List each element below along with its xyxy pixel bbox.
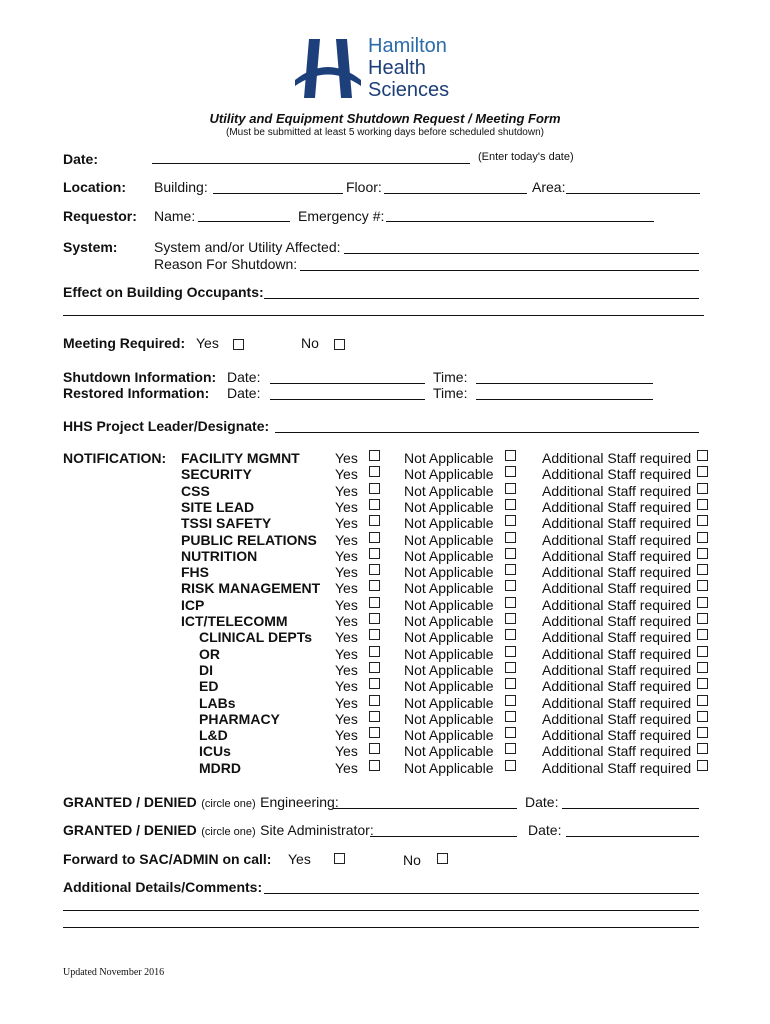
not-applicable-label: Not Applicable	[404, 645, 494, 662]
yes-label: Yes	[335, 710, 358, 727]
emergency-label: Emergency #:	[298, 208, 385, 224]
yes-label: Yes	[335, 678, 358, 695]
department-name: L&D	[199, 727, 228, 744]
shutdown-date-field[interactable]	[270, 383, 425, 384]
area-field[interactable]	[566, 193, 700, 194]
floor-field[interactable]	[384, 193, 527, 194]
not-applicable-label: Not Applicable	[404, 678, 494, 695]
not-applicable-label: Not Applicable	[404, 710, 494, 727]
department-name: ED	[199, 678, 219, 695]
logo-text-hamilton: Hamilton	[368, 35, 447, 57]
department-name: PHARMACY	[199, 710, 280, 727]
yes-checkbox[interactable]	[369, 548, 380, 559]
additional-staff-checkbox[interactable]	[697, 499, 708, 510]
logo-text-sciences: Sciences	[368, 79, 450, 101]
not-applicable-label: Not Applicable	[404, 498, 494, 515]
additional-staff-checkbox[interactable]	[697, 515, 708, 526]
department-name: ICT/TELECOMM	[181, 613, 288, 629]
not-applicable-label: Not Applicable	[404, 694, 494, 711]
hhs-logo-mark	[293, 36, 363, 102]
department-name: DI	[199, 661, 213, 678]
additional-staff-checkbox[interactable]	[697, 564, 708, 575]
engineering-date-field[interactable]	[562, 808, 699, 809]
additional-staff-label: Additional Staff required	[542, 466, 692, 483]
granted-site-admin-row	[63, 822, 374, 840]
meeting-no-label: No	[301, 335, 319, 351]
department-name: NUTRITION	[181, 547, 258, 564]
site-admin-label: Site Administrator:	[260, 822, 374, 838]
engineering-label: Engineering:	[260, 794, 339, 810]
not-applicable-label: Not Applicable	[404, 531, 494, 548]
not-applicable-label: Not Applicable	[404, 613, 494, 629]
effect-field[interactable]	[264, 298, 699, 299]
forward-yes-label: Yes	[288, 851, 311, 867]
yes-checkbox[interactable]	[369, 646, 380, 657]
department-name: PUBLIC RELATIONS	[181, 531, 317, 548]
not-applicable-checkbox[interactable]	[505, 483, 516, 494]
additional-staff-label: Additional Staff required	[542, 450, 692, 466]
yes-checkbox[interactable]	[369, 760, 380, 771]
yes-label: Yes	[335, 580, 358, 597]
additional-staff-checkbox[interactable]	[697, 760, 708, 771]
additional-staff-label: Additional Staff required	[542, 613, 692, 629]
not-applicable-checkbox[interactable]	[505, 727, 516, 738]
additional-staff-label: Additional Staff required	[542, 743, 692, 760]
not-applicable-label: Not Applicable	[404, 596, 494, 613]
yes-checkbox[interactable]	[369, 450, 380, 461]
yes-label: Yes	[335, 596, 358, 613]
yes-checkbox[interactable]	[369, 727, 380, 738]
yes-label: Yes	[335, 564, 358, 581]
notification-label: NOTIFICATION:	[63, 450, 167, 466]
additional-staff-label: Additional Staff required	[542, 678, 692, 695]
forward-no-label: No	[403, 852, 421, 868]
additional-staff-checkbox[interactable]	[697, 711, 708, 722]
additional-staff-checkbox[interactable]	[697, 466, 708, 477]
not-applicable-label: Not Applicable	[404, 727, 494, 744]
date-label: Date:	[63, 151, 99, 167]
shutdown-label: Shutdown Information:	[63, 369, 217, 385]
circle-one-note: (circle one)	[201, 798, 256, 810]
additional-staff-checkbox[interactable]	[697, 646, 708, 657]
project-leader-label: HHS Project Leader/Designate:	[63, 418, 270, 434]
yes-checkbox[interactable]	[369, 695, 380, 706]
yes-checkbox[interactable]	[369, 483, 380, 494]
not-applicable-label: Not Applicable	[404, 515, 494, 532]
department-name: FACILITY MGMNT	[181, 450, 300, 466]
not-applicable-checkbox[interactable]	[505, 678, 516, 689]
additional-staff-label: Additional Staff required	[542, 596, 692, 613]
floor-label: Floor:	[346, 179, 382, 195]
yes-checkbox[interactable]	[369, 515, 380, 526]
additional-staff-checkbox[interactable]	[697, 678, 708, 689]
not-applicable-checkbox[interactable]	[505, 548, 516, 559]
additional-staff-label: Additional Staff required	[542, 661, 692, 678]
department-name: SECURITY	[181, 466, 252, 483]
yes-label: Yes	[335, 531, 358, 548]
requestor-label: Requestor:	[63, 208, 137, 224]
additional-staff-label: Additional Staff required	[542, 564, 692, 581]
granted-denied-label-2[interactable]: GRANTED / DENIED	[63, 822, 197, 838]
yes-label: Yes	[335, 661, 358, 678]
restored-time-field[interactable]	[476, 399, 653, 400]
additional-staff-checkbox[interactable]	[697, 532, 708, 543]
not-applicable-checkbox[interactable]	[505, 532, 516, 543]
department-name: TSSI SAFETY	[181, 515, 272, 532]
reason-field[interactable]	[300, 270, 699, 271]
meeting-yes-label: Yes	[196, 335, 219, 351]
site-admin-date-field[interactable]	[566, 836, 699, 837]
additional-staff-checkbox[interactable]	[697, 743, 708, 754]
additional-staff-checkbox[interactable]	[697, 629, 708, 640]
emergency-field[interactable]	[386, 221, 654, 222]
additional-staff-label: Additional Staff required	[542, 547, 692, 564]
department-name: ICP	[181, 596, 205, 613]
shutdown-date-label: Date:	[227, 369, 261, 385]
yes-label: Yes	[335, 498, 358, 515]
location-label: Location:	[63, 179, 126, 195]
yes-checkbox[interactable]	[369, 678, 380, 689]
department-name: OR	[199, 645, 220, 662]
not-applicable-label: Not Applicable	[404, 580, 494, 597]
restored-date-field[interactable]	[270, 399, 425, 400]
system-affected-label: System and/or Utility Affected:	[154, 239, 341, 255]
granted-denied-label[interactable]: GRANTED / DENIED	[63, 794, 197, 810]
additional-staff-checkbox[interactable]	[697, 727, 708, 738]
project-leader-field[interactable]	[275, 432, 699, 433]
form-subtitle: (Must be submitted at least 5 working days before scheduled shutdown)	[226, 127, 544, 138]
yes-checkbox[interactable]	[369, 597, 380, 608]
restored-time-label: Time:	[433, 385, 468, 401]
additional-staff-checkbox[interactable]	[697, 613, 708, 624]
yes-checkbox[interactable]	[369, 629, 380, 640]
yes-label: Yes	[335, 694, 358, 711]
engineering-date-label: Date:	[525, 794, 559, 810]
yes-checkbox[interactable]	[369, 532, 380, 543]
restored-label: Restored Information:	[63, 385, 210, 401]
yes-label: Yes	[335, 515, 358, 532]
system-affected-field[interactable]	[344, 253, 699, 254]
yes-label: Yes	[335, 743, 358, 760]
not-applicable-checkbox[interactable]	[505, 499, 516, 510]
additional-staff-checkbox[interactable]	[697, 483, 708, 494]
not-applicable-label: Not Applicable	[404, 661, 494, 678]
additional-staff-label: Additional Staff required	[542, 482, 692, 499]
not-applicable-checkbox[interactable]	[505, 613, 516, 624]
name-field[interactable]	[198, 221, 290, 222]
not-applicable-label: Not Applicable	[404, 743, 494, 760]
not-applicable-checkbox[interactable]	[505, 629, 516, 640]
name-label: Name:	[154, 208, 196, 224]
site-admin-date-label: Date:	[528, 822, 562, 838]
meeting-label: Meeting Required:	[63, 335, 186, 351]
department-name: FHS	[181, 564, 209, 581]
meeting-no-checkbox[interactable]	[334, 339, 345, 350]
department-name: MDRD	[199, 759, 241, 776]
not-applicable-label: Not Applicable	[404, 629, 494, 646]
yes-checkbox[interactable]	[369, 613, 380, 624]
comments-field-line3[interactable]	[63, 927, 699, 928]
site-admin-field[interactable]	[370, 836, 517, 837]
additional-staff-label: Additional Staff required	[542, 629, 692, 646]
circle-one-note-2: (circle one)	[201, 826, 256, 838]
yes-label: Yes	[335, 547, 358, 564]
not-applicable-label: Not Applicable	[404, 482, 494, 499]
additional-staff-label: Additional Staff required	[542, 759, 692, 776]
building-label: Building:	[154, 179, 208, 195]
area-label: Area:	[532, 179, 566, 195]
additional-staff-label: Additional Staff required	[542, 694, 692, 711]
yes-checkbox[interactable]	[369, 499, 380, 510]
yes-label: Yes	[335, 466, 358, 483]
shutdown-time-field[interactable]	[476, 383, 653, 384]
department-name: RISK MANAGEMENT	[181, 580, 321, 597]
not-applicable-checkbox[interactable]	[505, 597, 516, 608]
granted-engineering-row	[63, 794, 339, 812]
additional-staff-checkbox[interactable]	[697, 580, 708, 591]
not-applicable-checkbox[interactable]	[505, 646, 516, 657]
not-applicable-checkbox[interactable]	[505, 466, 516, 477]
building-field[interactable]	[213, 193, 343, 194]
yes-label: Yes	[335, 629, 358, 646]
date-field[interactable]	[152, 163, 470, 164]
department-name: ICUs	[199, 743, 231, 760]
yes-checkbox[interactable]	[369, 743, 380, 754]
not-applicable-label: Not Applicable	[404, 759, 494, 776]
additional-staff-label: Additional Staff required	[542, 531, 692, 548]
shutdown-time-label: Time:	[433, 369, 468, 385]
comments-label: Additional Details/Comments:	[63, 879, 263, 895]
additional-staff-label: Additional Staff required	[542, 710, 692, 727]
not-applicable-label: Not Applicable	[404, 466, 494, 483]
additional-staff-label: Additional Staff required	[542, 498, 692, 515]
meeting-yes-checkbox[interactable]	[233, 339, 244, 350]
forward-label: Forward to SAC/ADMIN on call:	[63, 851, 272, 867]
yes-checkbox[interactable]	[369, 662, 380, 673]
comments-field[interactable]	[264, 893, 699, 894]
form-title: Utility and Equipment Shutdown Request / Meeting Form	[209, 111, 561, 126]
forward-no-checkbox[interactable]	[437, 853, 448, 864]
not-applicable-label: Not Applicable	[404, 564, 494, 581]
additional-staff-checkbox[interactable]	[697, 695, 708, 706]
additional-staff-checkbox[interactable]	[697, 597, 708, 608]
yes-label: Yes	[335, 727, 358, 744]
reason-label: Reason For Shutdown:	[154, 256, 298, 272]
not-applicable-checkbox[interactable]	[505, 515, 516, 526]
date-hint: (Enter today's date)	[478, 151, 574, 163]
yes-label: Yes	[335, 759, 358, 776]
restored-date-label: Date:	[227, 385, 261, 401]
yes-label: Yes	[335, 613, 358, 629]
forward-yes-checkbox[interactable]	[334, 853, 345, 864]
department-name: CLINICAL DEPTs	[199, 629, 313, 646]
not-applicable-checkbox[interactable]	[505, 580, 516, 591]
not-applicable-checkbox[interactable]	[505, 564, 516, 575]
department-name: LABs	[199, 694, 236, 711]
department-name: SITE LEAD	[181, 498, 255, 515]
yes-label: Yes	[335, 482, 358, 499]
system-label: System:	[63, 239, 118, 255]
not-applicable-label: Not Applicable	[404, 450, 494, 466]
not-applicable-checkbox[interactable]	[505, 450, 516, 461]
logo-text-health: Health	[368, 57, 426, 79]
not-applicable-checkbox[interactable]	[505, 695, 516, 706]
additional-staff-label: Additional Staff required	[542, 727, 692, 744]
not-applicable-checkbox[interactable]	[505, 662, 516, 673]
additional-staff-checkbox[interactable]	[697, 548, 708, 559]
yes-checkbox[interactable]	[369, 466, 380, 477]
additional-staff-checkbox[interactable]	[697, 450, 708, 461]
additional-staff-checkbox[interactable]	[697, 662, 708, 673]
effect-label: Effect on Building Occupants:	[63, 284, 264, 300]
comments-field-line2[interactable]	[63, 910, 699, 911]
additional-staff-label: Additional Staff required	[542, 580, 692, 597]
effect-field-line2[interactable]	[63, 315, 704, 316]
not-applicable-checkbox[interactable]	[505, 711, 516, 722]
additional-staff-label: Additional Staff required	[542, 515, 692, 532]
engineering-field[interactable]	[333, 808, 517, 809]
updated-note: Updated November 2016	[63, 967, 165, 978]
department-name: CSS	[181, 482, 210, 499]
yes-label: Yes	[335, 450, 358, 466]
not-applicable-label: Not Applicable	[404, 547, 494, 564]
yes-checkbox[interactable]	[369, 564, 380, 575]
not-applicable-checkbox[interactable]	[505, 743, 516, 754]
yes-checkbox[interactable]	[369, 711, 380, 722]
not-applicable-checkbox[interactable]	[505, 760, 516, 771]
additional-staff-label: Additional Staff required	[542, 645, 692, 662]
yes-checkbox[interactable]	[369, 580, 380, 591]
yes-label: Yes	[335, 645, 358, 662]
